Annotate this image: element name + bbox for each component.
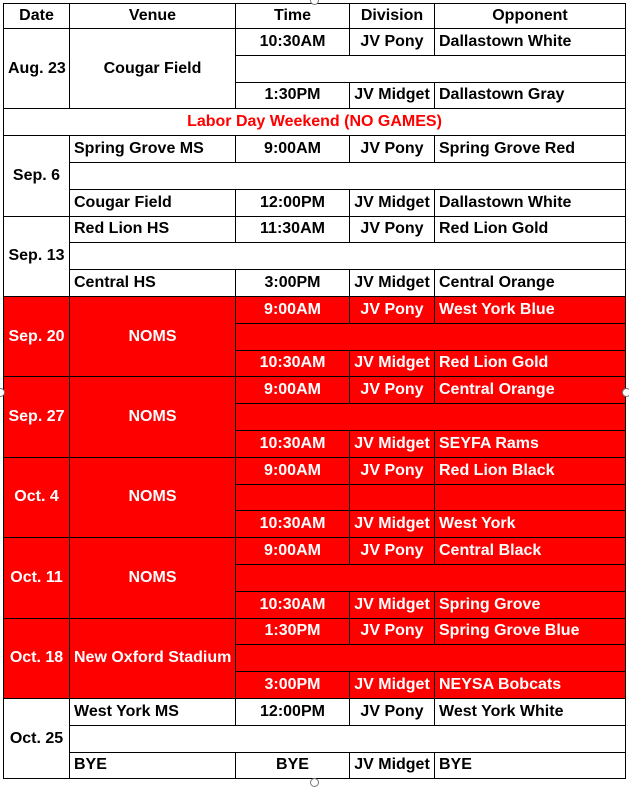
venue-cell: NOMS <box>70 538 236 618</box>
division-cell: JV Midget <box>350 270 435 297</box>
venue-cell: New Oxford Stadium <box>70 618 236 698</box>
time-cell: 12:00PM <box>236 698 350 725</box>
division-cell: JV Midget <box>350 752 435 779</box>
resize-handle-bottom[interactable] <box>310 778 319 787</box>
venue-cell: Central HS <box>70 270 236 297</box>
opponent-cell: Central Black <box>435 538 626 565</box>
venue-cell: Cougar Field <box>70 189 236 216</box>
table-row <box>4 538 626 565</box>
opponent-cell: Red Lion Gold <box>435 350 626 377</box>
date-cell: Aug. 23 <box>4 29 70 109</box>
date-cell: Sep. 13 <box>4 216 70 296</box>
opponent-cell: Red Lion Black <box>435 457 626 484</box>
table-row <box>4 698 626 725</box>
division-cell: JV Pony <box>350 136 435 163</box>
opponent-cell: NEYSA Bobcats <box>435 672 626 699</box>
venue-cell: BYE <box>70 752 236 779</box>
time-cell: 9:00AM <box>236 457 350 484</box>
col-header-date: Date <box>4 4 70 29</box>
division-cell: JV Midget <box>350 82 435 109</box>
time-cell: 10:30AM <box>236 29 350 56</box>
opponent-cell: Dallastown White <box>435 189 626 216</box>
spacer-row <box>4 243 626 270</box>
time-cell: 10:30AM <box>236 511 350 538</box>
division-cell: JV Midget <box>350 511 435 538</box>
division-cell: JV Midget <box>350 591 435 618</box>
date-cell: Sep. 27 <box>4 377 70 457</box>
col-header-opponent: Opponent <box>435 4 626 29</box>
division-cell: JV Pony <box>350 618 435 645</box>
time-cell: 10:30AM <box>236 430 350 457</box>
venue-cell: Cougar Field <box>70 29 236 109</box>
opponent-cell: Dallastown White <box>435 29 626 56</box>
table-row <box>4 270 626 297</box>
time-cell: 12:00PM <box>236 189 350 216</box>
spacer-cell <box>236 55 626 82</box>
division-cell: JV Midget <box>350 672 435 699</box>
table-row <box>4 752 626 779</box>
opponent-cell: Dallastown Gray <box>435 82 626 109</box>
division-cell: JV Pony <box>350 457 435 484</box>
venue-cell: West York MS <box>70 698 236 725</box>
opponent-cell: West York <box>435 511 626 538</box>
spacer-cell <box>70 725 626 752</box>
division-cell: JV Pony <box>350 29 435 56</box>
spacer-cell <box>236 484 350 511</box>
schedule-table <box>3 3 626 779</box>
division-cell: JV Pony <box>350 377 435 404</box>
spacer-row <box>4 162 626 189</box>
time-cell: 10:30AM <box>236 591 350 618</box>
table-row <box>4 377 626 404</box>
venue-cell: NOMS <box>70 296 236 376</box>
table-row <box>4 29 626 56</box>
time-cell: 3:00PM <box>236 270 350 297</box>
table-row <box>4 189 626 216</box>
spacer-cell <box>236 645 626 672</box>
col-header-division: Division <box>350 4 435 29</box>
time-cell: 9:00AM <box>236 136 350 163</box>
time-cell: 3:00PM <box>236 672 350 699</box>
opponent-cell: Spring Grove Red <box>435 136 626 163</box>
date-cell: Oct. 25 <box>4 698 70 778</box>
table-row <box>4 216 626 243</box>
table-row <box>4 296 626 323</box>
time-cell: BYE <box>236 752 350 779</box>
time-cell: 9:00AM <box>236 538 350 565</box>
time-cell: 9:00AM <box>236 377 350 404</box>
venue-cell: Spring Grove MS <box>70 136 236 163</box>
division-cell: JV Midget <box>350 189 435 216</box>
opponent-cell: Central Orange <box>435 270 626 297</box>
time-cell: 10:30AM <box>236 350 350 377</box>
spacer-cell <box>236 404 626 431</box>
time-cell: 9:00AM <box>236 296 350 323</box>
opponent-cell: Spring Grove Blue <box>435 618 626 645</box>
venue-cell: Red Lion HS <box>70 216 236 243</box>
opponent-cell: SEYFA Rams <box>435 430 626 457</box>
table-row <box>4 457 626 484</box>
division-cell: JV Midget <box>350 350 435 377</box>
spacer-row <box>4 725 626 752</box>
opponent-cell: Red Lion Gold <box>435 216 626 243</box>
spacer-cell <box>236 323 626 350</box>
time-cell: 11:30AM <box>236 216 350 243</box>
spacer-cell <box>435 484 626 511</box>
opponent-cell: West York Blue <box>435 296 626 323</box>
date-cell: Sep. 20 <box>4 296 70 376</box>
table-row <box>4 618 626 645</box>
table-row <box>4 136 626 163</box>
spacer-cell <box>236 564 626 591</box>
division-cell: JV Pony <box>350 698 435 725</box>
date-cell: Sep. 6 <box>4 136 70 216</box>
opponent-cell: BYE <box>435 752 626 779</box>
division-cell: JV Pony <box>350 538 435 565</box>
division-cell: JV Pony <box>350 216 435 243</box>
col-header-venue: Venue <box>70 4 236 29</box>
spacer-cell <box>350 484 435 511</box>
time-cell: 1:30PM <box>236 82 350 109</box>
division-cell: JV Midget <box>350 430 435 457</box>
col-header-time: Time <box>236 4 350 29</box>
header-row <box>4 4 626 29</box>
spacer-cell <box>70 162 626 189</box>
time-cell: 1:30PM <box>236 618 350 645</box>
spacer-cell <box>70 243 626 270</box>
date-cell: Oct. 18 <box>4 618 70 698</box>
venue-cell: NOMS <box>70 377 236 457</box>
opponent-cell: West York White <box>435 698 626 725</box>
venue-cell: NOMS <box>70 457 236 537</box>
date-cell: Oct. 11 <box>4 538 70 618</box>
opponent-cell: Central Orange <box>435 377 626 404</box>
resize-handle-right[interactable] <box>622 388 629 397</box>
labor-day-row <box>4 109 626 136</box>
division-cell: JV Pony <box>350 296 435 323</box>
labor-day-notice: Labor Day Weekend (NO GAMES) <box>4 109 626 136</box>
date-cell: Oct. 4 <box>4 457 70 537</box>
opponent-cell: Spring Grove <box>435 591 626 618</box>
